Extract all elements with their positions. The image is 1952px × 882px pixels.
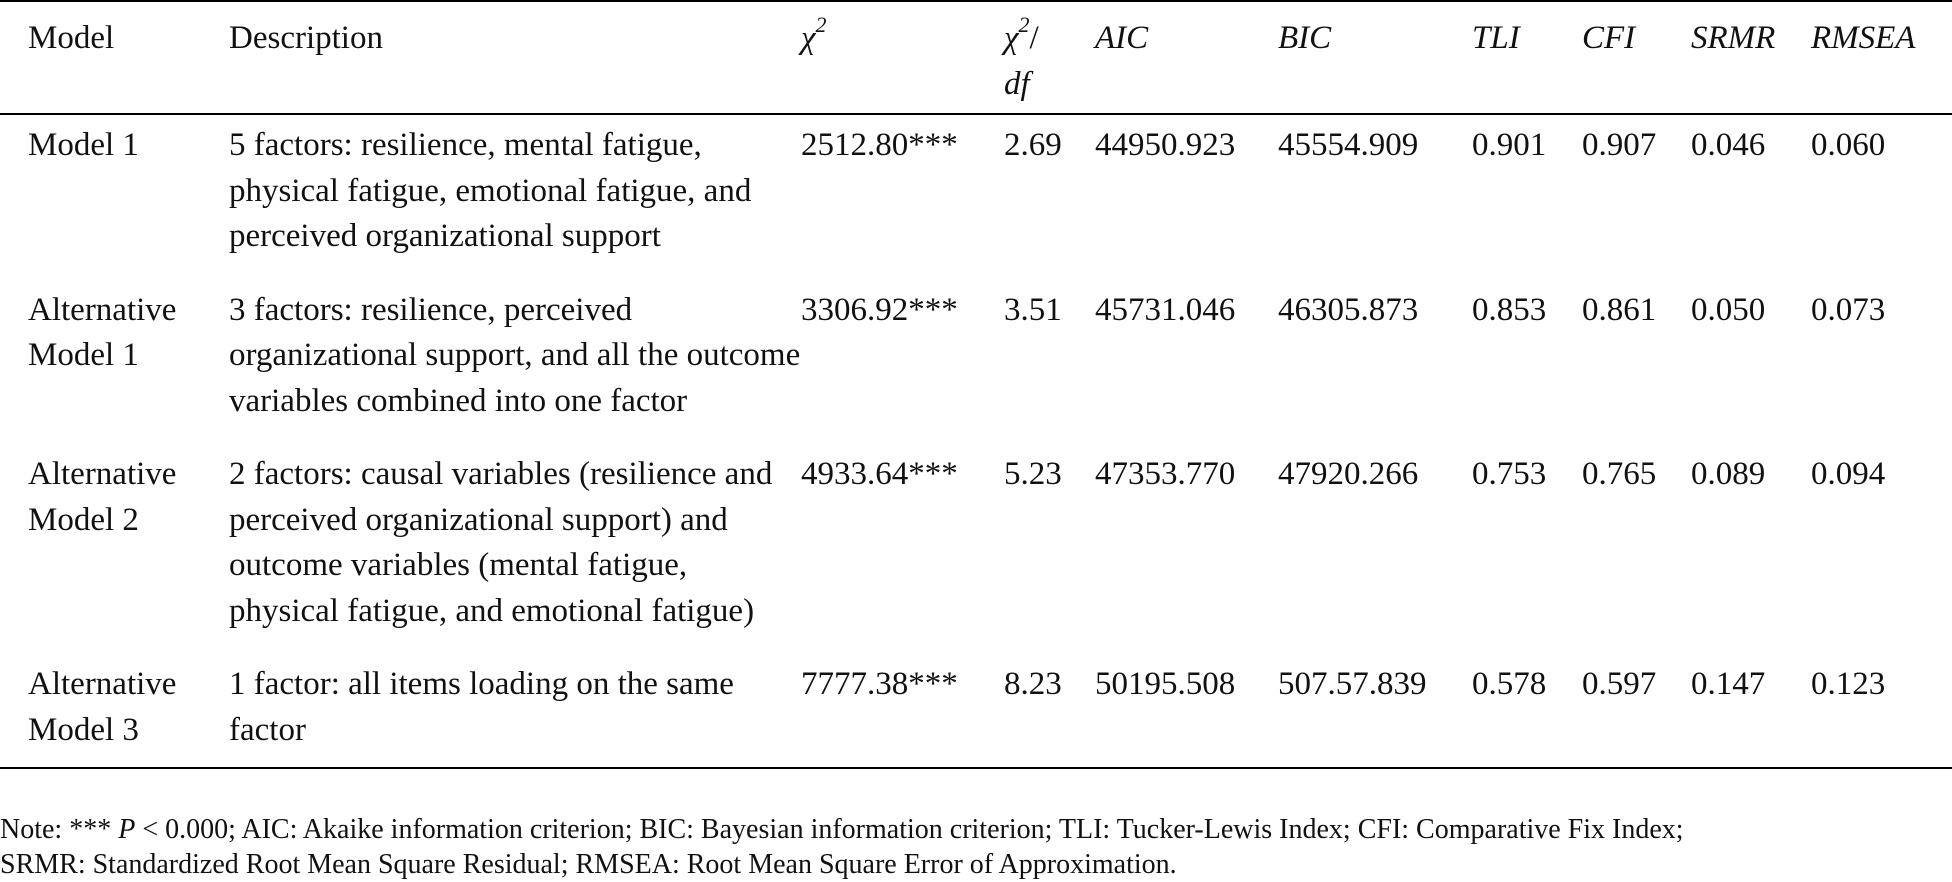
cell-cfi: 0.861: [1582, 291, 1657, 328]
cell-description: 1 factor: all items loading on the same factor: [229, 666, 734, 748]
cell-tli: 0.901: [1472, 127, 1547, 163]
cell-chi-square: 4933.64***: [801, 456, 958, 492]
cell-srmr: 0.147: [1691, 666, 1766, 702]
cell-srmr: 0.089: [1691, 456, 1766, 492]
cell-rmsea: 0.094: [1811, 456, 1886, 492]
cell-tli: 0.753: [1472, 456, 1547, 492]
table-row: [0, 114, 1952, 274]
cell-rmsea: 0.073: [1811, 291, 1886, 328]
table-note: [0, 812, 1952, 882]
chi-df-superscript: 2: [1018, 12, 1030, 37]
cell-chi-square: 2512.80***: [801, 127, 958, 163]
header-chi-square-df: [1004, 1, 1095, 114]
chi-df-symbol: χ: [1004, 20, 1019, 56]
header-rmsea: RMSEA: [1811, 20, 1916, 56]
note-line-2: SRMR: Standardized Root Mean Square Residual; RMSEA: Root Mean Square Error of Approximation.: [0, 849, 1177, 880]
cell-bic: 47920.266: [1278, 456, 1419, 492]
header-cfi: CFI: [1582, 20, 1636, 56]
cell-tli: 0.578: [1472, 666, 1547, 702]
cell-bic: 507.57.839: [1278, 666, 1427, 702]
cell-aic: 44950.923: [1095, 127, 1236, 163]
cell-description: 5 factors: resilience, mental fatigue, physical fatigue, emotional fatigue, and perceived organizational support: [229, 127, 752, 254]
note-line-1-rest: < 0.000; AIC: Akaike information criterion; BIC: Bayesian information criterion; TLI: Tucker-Lewis Index; CFI: Comparative Fix Index;: [135, 814, 1684, 845]
chi-df-slash: /: [1029, 20, 1039, 56]
header-description: Description: [229, 20, 383, 56]
cell-model: Alternative Model 2: [28, 456, 177, 538]
cell-bic: 45554.909: [1278, 127, 1419, 163]
cell-srmr: 0.050: [1691, 291, 1766, 328]
note-p-symbol: P: [118, 814, 136, 845]
cell-description: 2 factors: causal variables (resilience and perceived organizational support) and outcome variables (mental fatigue, physical fatigue, and emotional fatigue): [229, 456, 773, 629]
chi-superscript: 2: [815, 12, 827, 37]
header-model: Model: [28, 20, 115, 56]
cell-srmr: 0.046: [1691, 127, 1766, 163]
table-header-row: [0, 1, 1952, 114]
cell-chi-square-df: 3.51: [1004, 291, 1062, 328]
header-bic: BIC: [1278, 20, 1332, 56]
cell-rmsea: 0.123: [1811, 666, 1886, 702]
cell-aic: 50195.508: [1095, 666, 1236, 702]
cell-bic: 46305.873: [1278, 291, 1419, 328]
cell-cfi: 0.765: [1582, 456, 1657, 492]
cell-aic: 47353.770: [1095, 456, 1236, 492]
note-line-1: [0, 812, 1952, 847]
table-row: [0, 438, 1952, 648]
note-prefix: Note: ***: [0, 814, 119, 845]
cell-aic: 45731.046: [1095, 291, 1236, 328]
chi-symbol: χ: [801, 20, 816, 56]
header-srmr: SRMR: [1691, 20, 1776, 56]
header-aic: AIC: [1095, 20, 1149, 56]
cell-rmsea: 0.060: [1811, 127, 1886, 163]
table-row: [0, 648, 1952, 768]
chi-df-df: df: [1004, 65, 1030, 102]
cell-chi-square-df: 2.69: [1004, 127, 1062, 163]
cell-cfi: 0.597: [1582, 666, 1657, 702]
cell-model: Model 1: [28, 127, 139, 163]
cell-chi-square: 7777.38***: [801, 666, 958, 702]
cell-chi-square-df: 8.23: [1004, 666, 1062, 702]
cell-model: Alternative Model 1: [28, 291, 177, 373]
header-tli: TLI: [1472, 20, 1520, 56]
cell-chi-square-df: 5.23: [1004, 456, 1062, 492]
table-row: [0, 274, 1952, 439]
header-chi-square: [801, 1, 1004, 114]
cell-chi-square: 3306.92***: [801, 291, 958, 328]
cell-model: Alternative Model 3: [28, 666, 177, 748]
cell-description: 3 factors: resilience, perceived organizational support, and all the outcome variables combined into one factor: [229, 291, 801, 419]
cell-tli: 0.853: [1472, 291, 1547, 328]
cell-cfi: 0.907: [1582, 127, 1657, 163]
